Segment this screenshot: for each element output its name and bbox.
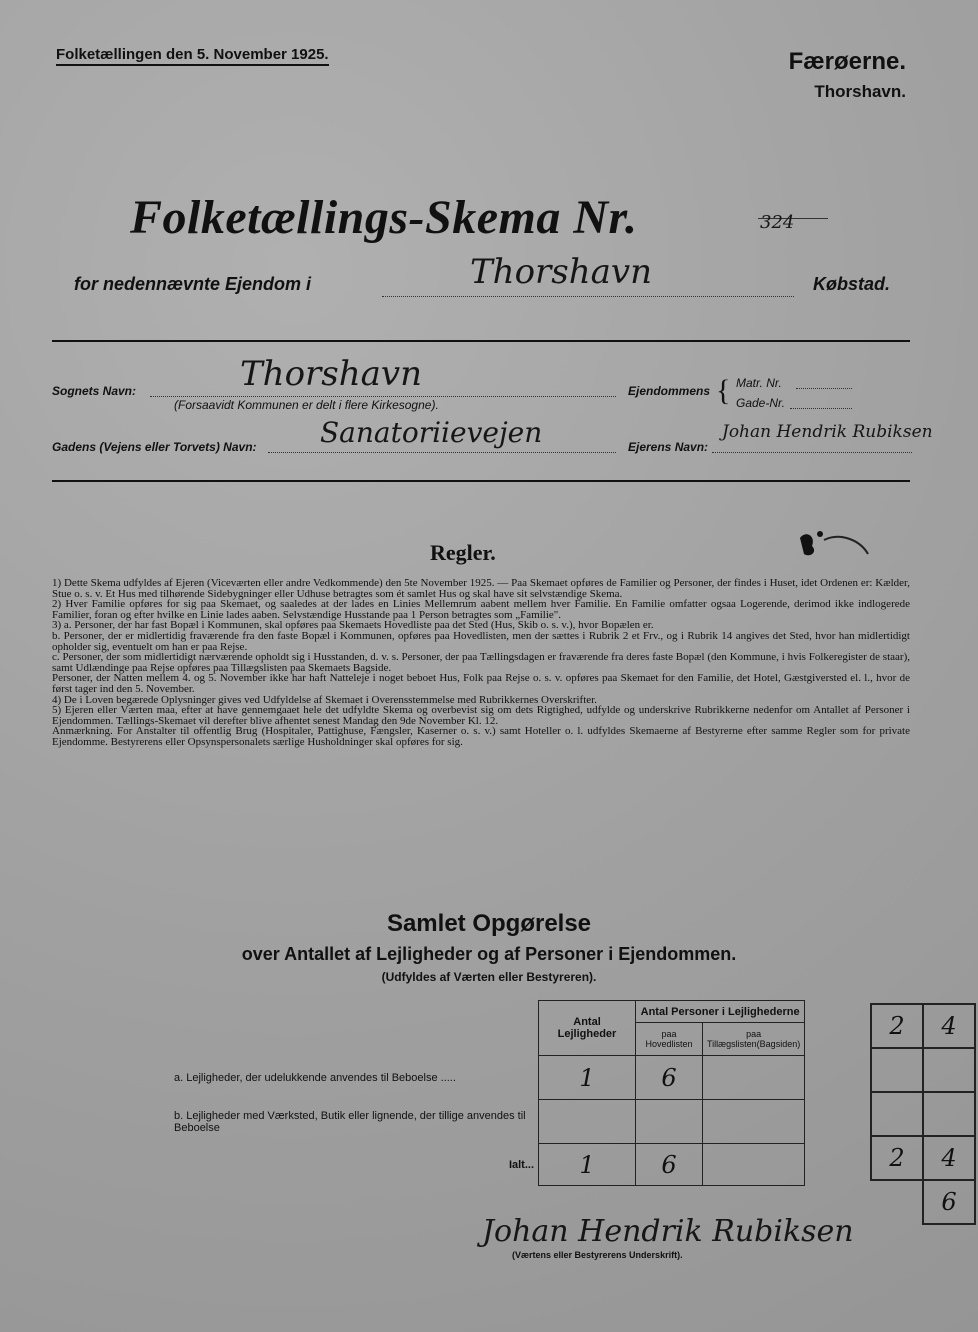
- sogn-value: Thorshavn: [240, 354, 423, 394]
- samlet-title: Samlet Opgørelse: [386, 910, 592, 937]
- regler-paragraph-5: 5) Ejeren eller Værten maa, efter at have gennemgaaet hele det udfyldte Skema og overbevist sig om dets Rigtighed, udfylde og underskrive Rubrikkerne nedenfor om Antallet af Personer i Ejendommen. Tællings-Skemaet vil derefter blive afhentet senest Mandag den 9de November Kl. 12.: [52, 704, 910, 727]
- row-a-lejligheder: 1: [539, 1056, 636, 1100]
- row-ialt-tillaeg: [703, 1144, 805, 1186]
- row-b-hoved: [636, 1100, 703, 1144]
- table-row: [871, 1136, 975, 1180]
- sogn-note: (Forsaavidt Kommunen er delt i flere Kirkesogne).: [174, 398, 439, 412]
- row-a-tillaeg: [703, 1056, 805, 1100]
- form-title: Folketællings-Skema Nr.: [130, 191, 638, 244]
- property-town-line: [382, 296, 794, 297]
- owner-signature: Johan Hendrik Rubiksen: [482, 1214, 854, 1249]
- region-header: Færøerne.: [788, 48, 906, 75]
- summary-table: [170, 1000, 805, 1186]
- tally-row3-right: [923, 1092, 975, 1136]
- form-number: 324: [760, 212, 795, 233]
- table-row: [871, 1048, 975, 1092]
- divider-middle: [52, 480, 910, 482]
- col-personer-header: Antal Personer i Lejlighederne: [636, 1001, 805, 1023]
- gade-navn-line: [268, 452, 616, 453]
- regler-title: Regler.: [430, 540, 496, 565]
- regler-paragraph-3c: c. Personer, der som midlertidigt nærværende opholdt sig i Husstanden, d. v. s. Personer, der paa Tællingsdagen er fraværende fra deres faste Bopæl (den Kommune, i hvis Folkeregister de staar), samt Udlændinge paa Rejse opføres paa Tillægslisten paa Skemaets Bagside.: [52, 651, 910, 674]
- row-b-lejligheder: [539, 1100, 636, 1144]
- tally-mid-right: [923, 1048, 975, 1092]
- row-ialt-hoved: 6: [636, 1144, 703, 1186]
- col-tillaeg-header: paa Tillægslisten(Bagsiden): [703, 1023, 805, 1056]
- row-b-label: b. Lejligheder med Værksted, Butik eller lignende, der tillige anvendes til Beboelse: [174, 1109, 526, 1134]
- gade-navn-value: Sanatoriievejen: [320, 416, 543, 449]
- regler-paragraph-4: 4) De i Loven begærede Oplysninger gives ved Udfyldelse af Skemaet i Overensstemmelse med Rubrikkernes Overskrifter.: [52, 693, 597, 706]
- table-row: [871, 1180, 975, 1224]
- tally-total-blank: [871, 1180, 923, 1224]
- row-a-hoved: 6: [636, 1056, 703, 1100]
- matr-line: [796, 388, 852, 389]
- table-row: [170, 1144, 805, 1186]
- divider-top: [52, 340, 910, 342]
- tally-total: 6: [923, 1180, 975, 1224]
- table-row: [170, 1056, 805, 1100]
- brace: {: [716, 374, 731, 407]
- gade-nr-label: Gade-Nr.: [736, 396, 785, 410]
- ejer-value: Johan Hendrik Rubiksen: [722, 422, 933, 442]
- sogn-line: [150, 396, 616, 397]
- row-ialt-lejligheder: 1: [539, 1144, 636, 1186]
- ejendom-label: Ejendommens: [628, 384, 711, 398]
- ejer-line: [712, 452, 912, 453]
- col-hoved-header: paa Hovedlisten: [636, 1023, 703, 1056]
- tally-row3-left: [871, 1092, 923, 1136]
- signature-label: (Værtens eller Bestyrerens Underskrift).: [512, 1250, 683, 1260]
- row-b-tillaeg: [703, 1100, 805, 1144]
- property-town: Thorshavn: [470, 252, 653, 292]
- property-prefix: for nedennævnte Ejendom i: [74, 274, 312, 294]
- col-lejligheder-header: Antal Lejligheder: [539, 1001, 636, 1056]
- regler-paragraph-1: 1) Dette Skema udfyldes af Ejeren (Viceværten eller andre Vedkommende) den 5te November 1925. — Paa Skemaet opføres de Familier og Personer, der findes i Huset, idet Ordenen er: Kælder, Stue o. s. v. Et Hus med tilhørende Sidebygninger eller Udhuse betragtes som ét samlet Hus og skal have sit selvstændige Skema.: [52, 577, 910, 600]
- table-row: [871, 1092, 975, 1136]
- table-row: [170, 1100, 805, 1144]
- regler-paragraph-3d: Personer, der Natten mellem 4. og 5. November ikke har haft Natteleje i noget beboet Hus, Folk paa Rejse o. s. v. opføres paa Skemaet for den Familie, det Hotel, Gæstgiversted el. l., hvor de først tager ind den 5. November.: [52, 672, 910, 695]
- table-row: [170, 1001, 805, 1023]
- row-ialt-label: Ialt...: [508, 1158, 534, 1171]
- town-header: Thorshavn.: [814, 82, 906, 101]
- census-date-header: Folketællingen den 5. November 1925.: [56, 46, 329, 66]
- ejer-label: Ejerens Navn:: [628, 440, 709, 454]
- tally-bottom-right: 4: [923, 1136, 975, 1180]
- table-blank-cell: [170, 1001, 539, 1056]
- samlet-subtitle: over Antallet af Lejligheder og af Personer i Ejendommen.: [241, 944, 737, 964]
- regler-paragraph-3b: b. Personer, der er midlertidig fraværende fra den faste Bopæl i Kommunen, opføres paa Hovedlisten, men der sættes i Rubrik 2 et Frv., og i Rubrik 14 angives det Sted, hvor han midlertidigt opholder sig, eventuelt om han er paa Rejse.: [52, 629, 910, 653]
- tally-top-left: 2: [871, 1004, 923, 1048]
- samlet-note: (Udfyldes af Værten eller Bestyreren).: [381, 970, 597, 984]
- gade-navn-label: Gadens (Vejens eller Torvets) Navn:: [52, 440, 257, 454]
- regler-paragraph-2: 2) Hver Familie opføres for sig paa Skemaet, og saaledes at der lades en Linies Mellemrum aabent mellem hver Familie. En Familie omfatter ogsaa Logerende, derimod ikke indlogerede Familier, foran og efter hvilke en Linie lades aaben. Selvstændige Husstande paa 1 Person betragtes som „Familie".: [52, 598, 910, 621]
- regler-anmaerkning: Anmærkning. For Anstalter til offentlig Brug (Hospitaler, Pattighuse, Fængsler, Kaserner o. s. v.) samt Hoteller o. l. udfyldes Skemaerne af Bestyrerne efter samme Regler som for private Ejendomme. Bestyrerens eller Opsynspersonalets særlige Husholdninger skal opføres for sig.: [52, 725, 910, 748]
- property-suffix: Købstad.: [812, 274, 890, 294]
- matr-label: Matr. Nr.: [736, 376, 782, 390]
- tally-top-right: 4: [923, 1004, 975, 1048]
- table-row: [871, 1004, 975, 1048]
- tally-bottom-left: 2: [871, 1136, 923, 1180]
- regler-body: [52, 578, 910, 748]
- row-a-label: a. Lejligheder, der udelukkende anvendes til Beboelse .....: [174, 1071, 456, 1084]
- regler-paragraph-3a: 3) a. Personer, der har fast Bopæl i Kommunen, skal opføres paa Skemaets Hovedliste paa det Sted (Hus, Skib o. s. v.), hvor Bopælen er.: [52, 619, 654, 632]
- margin-tally-table: [870, 1003, 976, 1225]
- ink-stain-icon: [790, 526, 870, 566]
- tally-mid-left: [871, 1048, 923, 1092]
- sogn-label: Sognets Navn:: [52, 384, 137, 398]
- gade-nr-line: [790, 408, 852, 409]
